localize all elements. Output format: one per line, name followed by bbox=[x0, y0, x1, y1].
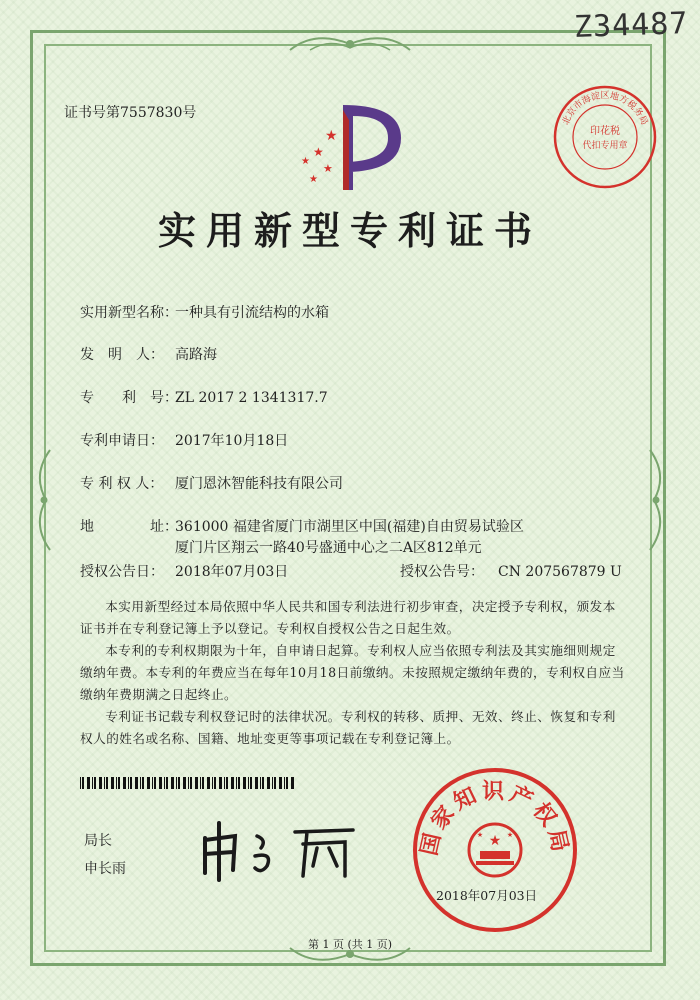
barcode-bar bbox=[92, 777, 93, 789]
field-address-label: 地 址： bbox=[80, 519, 178, 535]
barcode-bar bbox=[80, 777, 81, 789]
svg-text:★: ★ bbox=[323, 162, 333, 175]
tax-stamp-center2: 代扣专用章 bbox=[582, 141, 628, 151]
office-seal bbox=[410, 765, 580, 935]
barcode-bar bbox=[128, 777, 129, 789]
svg-text:★: ★ bbox=[325, 128, 338, 144]
barcode-bar bbox=[207, 777, 210, 789]
ornament-top bbox=[280, 30, 420, 58]
barcode-bar bbox=[267, 777, 270, 789]
barcode-bar bbox=[284, 777, 285, 789]
barcode-bar bbox=[231, 777, 234, 789]
field-grant-no-label: 授权公告号： bbox=[400, 564, 484, 580]
barcode-bar bbox=[130, 777, 132, 789]
barcode-bar bbox=[178, 777, 180, 789]
field-filing-date-label: 专利申请日： bbox=[80, 433, 164, 449]
seal-date: 2018年07月03日 bbox=[436, 888, 538, 903]
barcode-bar bbox=[202, 777, 204, 789]
field-grant-no-value: CN 207567879 U bbox=[498, 564, 622, 580]
barcode-bar bbox=[142, 777, 144, 789]
field-inventor bbox=[80, 344, 217, 364]
signatory-title: 局长 bbox=[84, 833, 112, 849]
barcode-bar bbox=[166, 777, 168, 789]
signatory-name: 申长雨 bbox=[84, 861, 126, 877]
barcode-bar bbox=[200, 777, 201, 789]
barcode-bar bbox=[82, 777, 84, 789]
paragraph-3: 专利证书记载专利权登记时的法律状况。专利权的转移、质押、无效、终止、恢复和专利权人的姓名或名称、国籍、地址变更等事项记载在专利登记簿上。 bbox=[80, 709, 616, 746]
field-address-line2: 厦门片区翔云一路40号盛通中心之二A区812单元 bbox=[175, 540, 482, 556]
field-address-cont bbox=[175, 537, 482, 557]
field-grant-date-label: 授权公告日： bbox=[80, 564, 164, 580]
barcode-bar bbox=[236, 777, 237, 789]
tax-stamp bbox=[550, 82, 660, 192]
field-address bbox=[80, 516, 524, 536]
field-patent-no-value: ZL 2017 2 1341317.7 bbox=[175, 390, 328, 406]
barcode-bar bbox=[195, 777, 198, 789]
barcode-bar bbox=[147, 777, 150, 789]
paragraph-2: 本专利的专利权期限为十年，自申请日起算。专利权人应当依照专利法及其实施细则规定缴纳年费。本专利的年费应当在每年10月18日前缴纳。未按照规定缴纳年费的，专利权自应当缴纳年费期满之日起终止。 bbox=[80, 643, 625, 702]
certificate-number: 证书号第7557830号 bbox=[64, 105, 197, 121]
barcode-bar bbox=[164, 777, 165, 789]
field-address-line1: 361000 福建省厦门市湖里区中国(福建)自由贸易试验区 bbox=[175, 519, 524, 535]
field-patentee bbox=[80, 473, 343, 493]
field-patent-no bbox=[80, 387, 328, 407]
handwritten-signature bbox=[195, 818, 365, 883]
svg-text:★: ★ bbox=[488, 833, 502, 849]
barcode-bar bbox=[248, 777, 249, 789]
barcode-bar bbox=[274, 777, 276, 789]
paragraph-1: 本实用新型经过本局依照中华人民共和国专利法进行初步审查，决定授予专利权，颁发本证书并在专利登记簿上予以登记。专利权自授权公告之日起生效。 bbox=[80, 599, 616, 636]
field-grant-no bbox=[400, 561, 622, 581]
field-patentee-label: 专 利 权 人： bbox=[80, 476, 164, 492]
barcode-bar bbox=[135, 777, 138, 789]
barcode-bar bbox=[99, 777, 102, 789]
office-seal-text: 国家知识产权局 bbox=[417, 779, 573, 858]
tax-stamp-center1: 印花税 bbox=[590, 126, 620, 137]
field-filing-date-value: 2017年10月18日 bbox=[175, 433, 289, 449]
barcode-bar bbox=[159, 777, 162, 789]
barcode-bar bbox=[106, 777, 108, 789]
barcode-bar bbox=[152, 777, 153, 789]
barcode-bar bbox=[116, 777, 117, 789]
field-grant-date-value: 2018年07月03日 bbox=[175, 564, 289, 580]
ornament-left bbox=[32, 440, 56, 560]
svg-text:★: ★ bbox=[506, 831, 514, 839]
barcode-bar bbox=[171, 777, 174, 789]
sipo-logo bbox=[293, 100, 413, 195]
document-title: 实用新型专利证书 bbox=[157, 208, 542, 253]
barcode bbox=[80, 777, 295, 789]
barcode-bar bbox=[219, 777, 222, 789]
field-name bbox=[80, 302, 329, 322]
barcode-bar bbox=[224, 777, 225, 789]
field-patentee-value: 厦门恩沐智能科技有限公司 bbox=[175, 476, 343, 492]
field-patent-no-label: 专 利 号： bbox=[80, 390, 178, 406]
barcode-bar bbox=[214, 777, 216, 789]
barcode-bar bbox=[260, 777, 261, 789]
barcode-bar bbox=[286, 777, 288, 789]
barcode-bar bbox=[243, 777, 246, 789]
barcode-bar bbox=[104, 777, 105, 789]
barcode-bar bbox=[111, 777, 114, 789]
field-filing-date bbox=[80, 430, 288, 450]
barcode-bar bbox=[118, 777, 120, 789]
field-inventor-label: 发 明 人： bbox=[80, 347, 164, 363]
handwritten-note: Z34487 bbox=[573, 6, 689, 45]
barcode-bar bbox=[176, 777, 177, 789]
barcode-bar bbox=[212, 777, 213, 789]
barcode-bar bbox=[291, 777, 294, 789]
svg-text:★: ★ bbox=[476, 831, 484, 839]
svg-text:★: ★ bbox=[313, 145, 324, 159]
barcode-bar bbox=[188, 777, 189, 789]
field-grant-date bbox=[80, 561, 288, 581]
national-emblem bbox=[469, 824, 521, 876]
field-inventor-value: 高路海 bbox=[175, 347, 217, 363]
body-text bbox=[80, 596, 625, 750]
barcode-bar bbox=[183, 777, 186, 789]
field-name-value: 一种具有引流结构的水箱 bbox=[175, 305, 329, 321]
svg-text:北京市海淀区地方税务局 bbox=[559, 89, 650, 126]
barcode-bar bbox=[190, 777, 192, 789]
svg-text:★: ★ bbox=[309, 174, 318, 185]
barcode-bar bbox=[255, 777, 258, 789]
barcode-bar bbox=[272, 777, 273, 789]
barcode-bar bbox=[154, 777, 156, 789]
barcode-bar bbox=[94, 777, 96, 789]
barcode-bar bbox=[262, 777, 264, 789]
barcode-bar bbox=[87, 777, 90, 789]
barcode-bar bbox=[226, 777, 228, 789]
field-name-label: 实用新型名称： bbox=[80, 305, 178, 321]
svg-text:★: ★ bbox=[301, 156, 310, 167]
ornament-right bbox=[644, 440, 668, 560]
tax-stamp-text: 北京市海淀区地方税务局 bbox=[561, 91, 649, 127]
barcode-bar bbox=[279, 777, 282, 789]
page-footer: 第 1 页 (共 1 页) bbox=[307, 938, 393, 951]
barcode-bar bbox=[140, 777, 141, 789]
barcode-bar bbox=[238, 777, 240, 789]
barcode-bar bbox=[123, 777, 126, 789]
barcode-bar bbox=[250, 777, 252, 789]
